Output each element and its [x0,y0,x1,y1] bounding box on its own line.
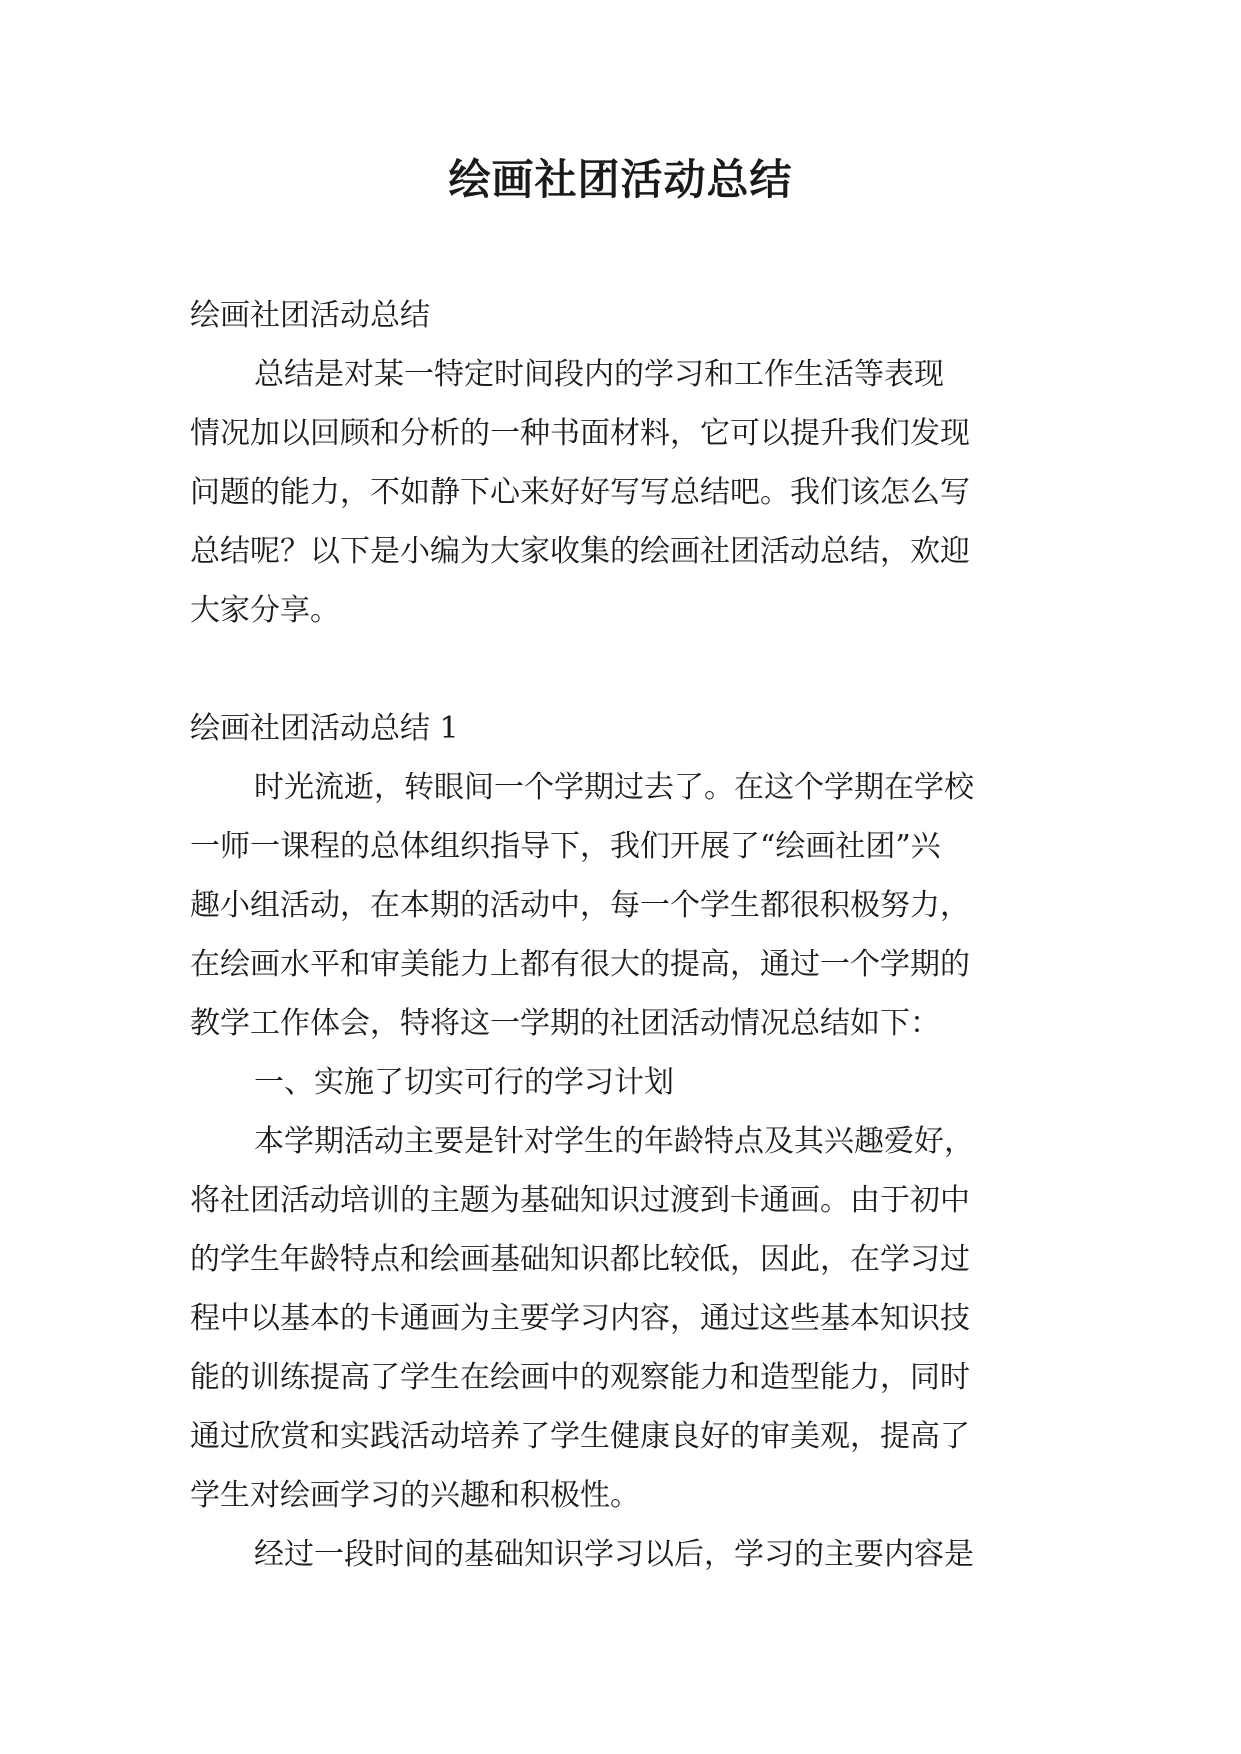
paragraph-line: 能的训练提高了学生在绘画中的观察能力和造型能力，同时 [190,1360,970,1395]
paragraph-line: 在绘画水平和审美能力上都有很大的提高，通过一个学期的 [190,947,970,982]
paragraph-line: 将社团活动培训的主题为基础知识过渡到卡通画。由于初中 [190,1183,970,1218]
document-body [190,286,1050,1584]
section-heading: 绘画社团活动总结 1 [190,711,459,746]
paragraph-line: 学生对绘画学习的兴趣和积极性。 [190,1478,640,1513]
intro-heading: 绘画社团活动总结 [190,298,430,333]
blank-line [190,640,1050,699]
intro-line: 总结是对某一特定时间段内的学习和工作生活等表现 [254,357,944,392]
intro-line: 总结呢？以下是小编为大家收集的绘画社团活动总结，欢迎 [190,534,970,569]
paragraph-line: 趣小组活动，在本期的活动中，每一个学生都很积极努力， [190,888,970,923]
paragraph-line: 教学工作体会，特将这一学期的社团活动情况总结如下： [190,1006,940,1041]
paragraph-line: 本学期活动主要是针对学生的年龄特点及其兴趣爱好， [254,1124,974,1159]
paragraph-line: 一师一课程的总体组织指导下，我们开展了“绘画社团”兴 [190,829,941,864]
paragraph-line: 程中以基本的卡通画为主要学习内容，通过这些基本知识技 [190,1301,970,1336]
intro-line: 情况加以回顾和分析的一种书面材料，它可以提升我们发现 [190,416,970,451]
paragraph-line: 通过欣赏和实践活动培养了学生健康良好的审美观，提高了 [190,1419,970,1454]
document-title: 绘画社团活动总结 [448,155,793,204]
paragraph-line: 经过一段时间的基础知识学习以后，学习的主要内容是 [254,1537,974,1572]
paragraph-line: 的学生年龄特点和绘画基础知识都比较低，因此，在学习过 [190,1242,970,1277]
subheading: 一、实施了切实可行的学习计划 [254,1065,674,1100]
paragraph-line: 时光流逝，转眼间一个学期过去了。在这个学期在学校 [254,770,974,805]
intro-line: 大家分享。 [190,593,340,628]
intro-line: 问题的能力，不如静下心来好好写写总结吧。我们该怎么写 [190,475,970,510]
